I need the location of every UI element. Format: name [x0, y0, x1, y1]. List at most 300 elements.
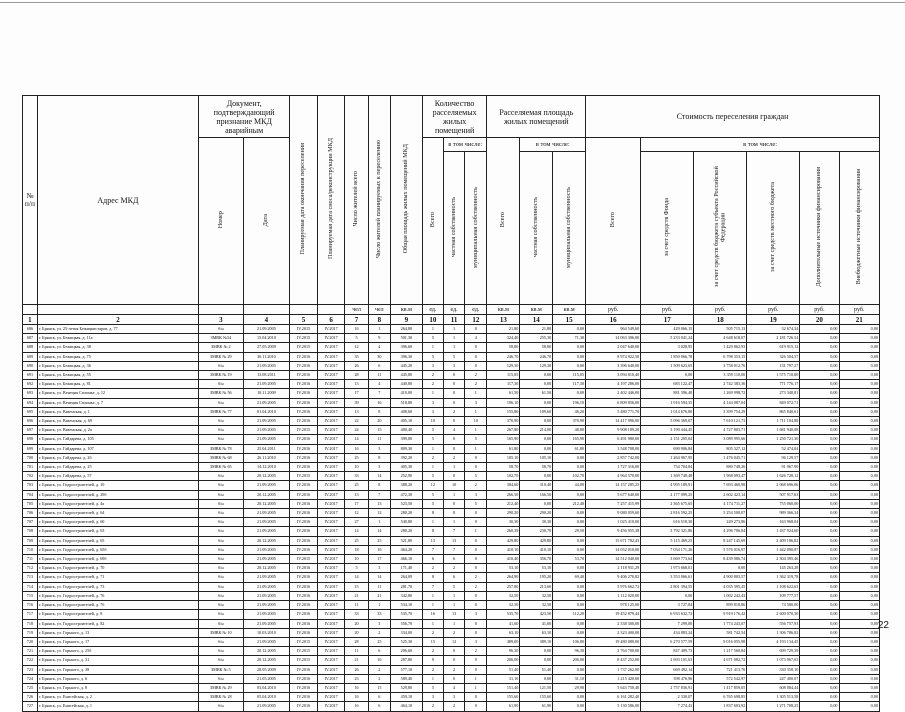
table-cell: г. Брянск, ул. Вяземская, д. 2а — [37, 426, 198, 435]
column-number: 8 — [368, 315, 390, 325]
table-cell: ЗМВК № 65 — [199, 463, 244, 472]
table-cell: 2 151 205,04 — [641, 435, 694, 444]
table-cell: IV.2017 — [317, 444, 345, 453]
table-cell: 0,00 — [839, 545, 879, 554]
header-planned-end: Планируемая дата окончания переселения — [299, 143, 307, 255]
table-cell: 0,00 — [800, 352, 839, 361]
table-cell: 9 016 055,98 — [694, 637, 747, 646]
table-cell: 2 068 696,06 — [747, 481, 800, 490]
table-cell: 21.09.2005 — [243, 380, 290, 389]
table-cell: 1 — [422, 674, 443, 683]
table-cell: г. Брянск, ул. Гидростроителей, д. 82 — [37, 619, 198, 628]
column-number: 6 — [317, 315, 345, 325]
table-cell: 1 269 998,72 — [694, 389, 747, 398]
table-row — [23, 665, 880, 674]
table-cell: IV.2016 — [290, 693, 318, 702]
table-cell: 5 — [465, 499, 487, 508]
table-cell: 719 — [23, 628, 38, 637]
table-cell: 398 476,96 — [641, 674, 694, 683]
table-cell: 01.04.2010 — [243, 407, 290, 416]
table-cell: 0,00 — [641, 371, 694, 380]
table-cell: 326 504,57 — [747, 352, 800, 361]
table-cell: 1 626 728,12 — [747, 472, 800, 481]
table-cell: 2 — [422, 564, 443, 573]
unit-cell: чел — [345, 305, 368, 315]
table-cell: 12 — [345, 343, 368, 352]
column-number: 15 — [553, 315, 586, 325]
column-number: 9 — [390, 315, 422, 325]
table-cell: 206,60 — [390, 647, 422, 656]
table-cell: 61,90 — [520, 702, 553, 711]
table-cell: г. Брянск, ул. Гидростроителей, д. 60 — [37, 518, 198, 527]
table-cell: 0,00 — [839, 472, 879, 481]
table-cell: 25 — [345, 481, 368, 490]
table-cell: 3 — [443, 361, 464, 370]
table-cell: 23 — [345, 674, 368, 683]
table-cell: IV.2017 — [317, 702, 345, 711]
table-cell: IV.2017 — [317, 352, 345, 361]
table-cell: 14 — [345, 527, 368, 536]
table-cell: 61,90 — [487, 702, 520, 711]
table-cell: 707 — [23, 518, 38, 527]
table-cell: ЗМВК № 28 — [199, 693, 244, 702]
table-cell: 0,00 — [553, 619, 586, 628]
table-cell: 246,70 — [487, 352, 520, 361]
table-cell: 720 — [23, 637, 38, 646]
header-doc-group: Документ, подтверждающий признание МКД аварийным — [199, 96, 290, 138]
table-cell: 1 — [465, 674, 487, 683]
table-cell: 106,80 — [553, 637, 586, 646]
table-cell: 21.09.2005 — [243, 702, 290, 711]
table-cell: 1 306 786,82 — [747, 628, 800, 637]
table-cell: 0,00 — [839, 398, 879, 407]
table-cell: 21.09.2005 — [243, 398, 290, 407]
table-cell: 21.09.2005 — [243, 601, 290, 610]
table-cell: 53,70 — [553, 555, 586, 564]
table-cell: 0 — [465, 352, 487, 361]
table-cell: 0,00 — [553, 693, 586, 702]
table-cell: IV.2016 — [290, 591, 318, 600]
table-cell: 0,00 — [800, 591, 839, 600]
table-cell: 5 — [422, 435, 443, 444]
table-cell: 165,90 — [553, 435, 586, 444]
table-cell: 706 — [23, 509, 38, 518]
table-cell: 16 — [368, 398, 390, 407]
table-cell: 13 — [368, 499, 390, 508]
table-cell: 3 758 012,76 — [694, 361, 747, 370]
table-cell: б/н — [199, 518, 244, 527]
table-cell: 6 798 353,15 — [694, 352, 747, 361]
table-cell: 2 602 423,14 — [694, 490, 747, 499]
table-cell: 1 002 242,43 — [694, 591, 747, 600]
table-cell: 881 396,40 — [641, 389, 694, 398]
table-cell: IV.2016 — [290, 444, 318, 453]
table-cell: 2 — [443, 665, 464, 674]
table-cell: 2 — [422, 628, 443, 637]
table-cell: 0,00 — [553, 463, 586, 472]
table-cell: 1 — [465, 527, 487, 536]
table-cell: б/н — [199, 472, 244, 481]
column-number: 21 — [839, 315, 879, 325]
table-cell: 3 190 444,45 — [641, 426, 694, 435]
table-cell: г. Брянск, ул. Гидростроителей, д. 29б — [37, 490, 198, 499]
table-cell: б/н — [199, 647, 244, 656]
table-cell: IV.2017 — [317, 481, 345, 490]
table-cell: 1 575 710,00 — [747, 371, 800, 380]
table-cell: 61,80 — [487, 444, 520, 453]
table-cell: 5 096 369,07 — [641, 417, 694, 426]
table-cell: 25 — [368, 637, 390, 646]
table-cell: IV.2016 — [290, 389, 318, 398]
table-cell: 0,00 — [800, 380, 839, 389]
table-row — [23, 601, 880, 610]
unit-cell: руб. — [800, 305, 839, 315]
table-cell: 0,00 — [553, 518, 586, 527]
table-cell: 41,60 — [520, 619, 553, 628]
table-cell: 9 456 955,38 — [586, 527, 641, 536]
table-cell: 2 — [465, 647, 487, 656]
table-cell: 0,00 — [800, 334, 839, 343]
table-cell: IV.2016 — [290, 371, 318, 380]
column-number: 11 — [443, 315, 464, 325]
table-cell: 1 215 420,00 — [586, 674, 641, 683]
table-cell: 0,00 — [800, 536, 839, 545]
table-cell: 0 — [465, 555, 487, 564]
table-cell: 0,00 — [839, 417, 879, 426]
table-cell: 16 — [345, 702, 368, 711]
header-cost-total: Всего — [608, 212, 616, 228]
table-cell: 129,30 — [487, 361, 520, 370]
table-cell: 3 — [368, 564, 390, 573]
table-cell: б/н — [199, 435, 244, 444]
table-cell: 1 509 623,65 — [641, 361, 694, 370]
table-cell: 35 — [345, 352, 368, 361]
table-cell: б/н — [199, 499, 244, 508]
table-cell: 3 028,95 — [641, 343, 694, 352]
table-cell: 697 — [23, 426, 38, 435]
table-cell: 0,00 — [553, 536, 586, 545]
table-cell: IV.2017 — [317, 610, 345, 619]
table-cell: 14 417 996,00 — [586, 417, 641, 426]
table-cell: 71,30 — [553, 334, 586, 343]
table-cell: 5 677 640,00 — [586, 490, 641, 499]
table-row — [23, 527, 880, 536]
table-cell: 0,00 — [839, 527, 879, 536]
table-cell: 0,00 — [800, 637, 839, 646]
table-cell: 10 — [345, 555, 368, 564]
table-cell: 0,00 — [800, 527, 839, 536]
table-cell: 755 060,00 — [747, 499, 800, 508]
table-cell: 0,00 — [520, 656, 553, 665]
table-cell: 7 034 171,26 — [641, 545, 694, 554]
table-cell: 28 — [345, 637, 368, 646]
table-cell: 687 — [23, 334, 38, 343]
table-cell: 0,00 — [839, 509, 879, 518]
table-cell: б/н — [199, 610, 244, 619]
table-cell: б/н — [199, 536, 244, 545]
table-cell: 0,00 — [800, 426, 839, 435]
table-cell: 608 084,44 — [747, 683, 800, 692]
table-cell: IV.2016 — [290, 509, 318, 518]
table-cell: 0,00 — [520, 444, 553, 453]
table-cell: 330 358,10 — [747, 665, 800, 674]
table-cell: 20 — [345, 628, 368, 637]
table-cell: 686 — [23, 325, 38, 334]
table-cell: 21.09.2005 — [243, 527, 290, 536]
table-cell: 16 — [345, 683, 368, 692]
table-cell: 20 — [345, 619, 368, 628]
table-cell: IV.2017 — [317, 509, 345, 518]
table-cell: IV.2017 — [317, 472, 345, 481]
table-cell: 0 — [465, 325, 487, 334]
unit-cell: ед. — [443, 305, 464, 315]
table-cell: 0,00 — [800, 564, 839, 573]
table-cell: 18 — [345, 545, 368, 554]
table-cell: 121,50 — [520, 683, 553, 692]
table-cell: 0 — [465, 702, 487, 711]
table-cell: 102,70 — [487, 472, 520, 481]
table-cell: 105,10 — [520, 453, 553, 462]
table-cell: 3 — [368, 463, 390, 472]
table-cell: 472,30 — [390, 490, 422, 499]
table-cell: 15 — [368, 426, 390, 435]
table-row — [23, 564, 880, 573]
header-total-area: Общая площадь жилых помещений МКД — [402, 144, 410, 254]
table-cell: 695 — [23, 407, 38, 416]
table-cell: 0,00 — [800, 499, 839, 508]
table-cell: 1 837 603,92 — [694, 702, 747, 711]
table-cell: 2 — [465, 371, 487, 380]
table-cell: IV.2017 — [317, 380, 345, 389]
table-cell: 20.12.2005 — [243, 536, 290, 545]
table-cell: 14 — [368, 573, 390, 582]
table-cell: 14 063 306,00 — [586, 334, 641, 343]
table-cell: IV.2017 — [317, 389, 345, 398]
table-cell: IV.2017 — [317, 426, 345, 435]
table-cell: 129,30 — [520, 361, 553, 370]
unit-cell: ед. — [465, 305, 487, 315]
table-cell: 48,80 — [553, 426, 586, 435]
table-cell: 0,00 — [839, 564, 879, 573]
table-cell: IV.2017 — [317, 343, 345, 352]
table-cell: 7 — [368, 490, 390, 499]
table-row — [23, 463, 880, 472]
table-cell: 7 — [422, 582, 443, 591]
table-cell: IV.2016 — [290, 665, 318, 674]
table-cell: 2 402 446,00 — [586, 389, 641, 398]
table-cell: 117,30 — [553, 380, 586, 389]
table-row — [23, 499, 880, 508]
table-cell: 691 — [23, 371, 38, 380]
table-cell: б/н — [199, 380, 244, 389]
table-cell: 1 774 243,07 — [694, 619, 747, 628]
table-cell: 721 413,76 — [694, 665, 747, 674]
table-cell: 10 — [443, 481, 464, 490]
table-cell: 0,00 — [800, 481, 839, 490]
unit-cell: руб. — [839, 305, 879, 315]
resettlement-table — [22, 95, 880, 712]
table-cell: 445,80 — [390, 371, 422, 380]
table-cell: 459,10 — [390, 693, 422, 702]
table-cell: 58,80 — [487, 343, 520, 352]
table-cell: 14 — [345, 435, 368, 444]
table-row — [23, 380, 880, 389]
table-cell: 280,20 — [390, 509, 422, 518]
table-cell: 21.09.2005 — [243, 509, 290, 518]
table-cell: 4 — [443, 683, 464, 692]
table-cell: 701 — [23, 463, 38, 472]
table-cell: 21.09.2005 — [243, 417, 290, 426]
column-number: 4 — [243, 315, 290, 325]
table-cell: 581 742,54 — [694, 628, 747, 637]
table-cell: 4 197 286,00 — [586, 380, 641, 389]
table-cell: 1 025 410,00 — [586, 518, 641, 527]
table-cell: 21.09.2005 — [243, 610, 290, 619]
table-cell: 7 299,00 — [641, 619, 694, 628]
table-cell: 0,00 — [839, 637, 879, 646]
table-cell: г. Брянск, ул. Енисейская, д. 1 — [37, 702, 198, 711]
table-cell: 5 — [422, 426, 443, 435]
table-cell: 396,30 — [390, 352, 422, 361]
table-cell: 727 — [23, 702, 38, 711]
table-cell: 692 — [23, 380, 38, 389]
table-cell: г. Брянск, ул. Гидростроителей, д. 4а — [37, 499, 198, 508]
table-cell: 21.09.2005 — [243, 435, 290, 444]
table-cell: 2 323 400,00 — [586, 628, 641, 637]
unit-cell: руб. — [586, 305, 641, 315]
table-cell: 1 — [368, 601, 390, 610]
table-cell: 9 908 189,20 — [586, 426, 641, 435]
table-cell: IV.2016 — [290, 380, 318, 389]
table-cell: IV.2017 — [317, 407, 345, 416]
unit-cell: кв.м — [390, 305, 422, 315]
table-cell: 1 264 967,95 — [641, 453, 694, 462]
table-cell: 0,00 — [839, 389, 879, 398]
table-cell: б/н — [199, 509, 244, 518]
table-cell: 1 — [443, 325, 464, 334]
table-cell: 5 976 662,72 — [586, 582, 641, 591]
table-row — [23, 453, 880, 462]
header-count-group: Количество расселяемых жилых помещений — [422, 96, 487, 138]
table-cell: 196,10 — [487, 398, 520, 407]
table-cell: IV.2016 — [290, 352, 318, 361]
table-cell: 0 — [443, 398, 464, 407]
table-cell: г. Брянск, ул. Гайдарева, д. 107 — [37, 444, 198, 453]
table-cell: 754 704,84 — [641, 463, 694, 472]
table-cell: 21.09.2005 — [243, 518, 290, 527]
table-cell: 370,90 — [487, 417, 520, 426]
table-cell: 8 — [368, 407, 390, 416]
header-count-total: Всего — [428, 212, 436, 228]
table-cell: ЗМВК № 2 — [199, 343, 244, 352]
table-cell: 8 — [422, 573, 443, 582]
table-cell: 281,70 — [390, 582, 422, 591]
table-cell: 8 437 252,00 — [586, 656, 641, 665]
table-cell: 0,00 — [839, 683, 879, 692]
table-cell: 0,00 — [800, 545, 839, 554]
table-cell: 1 — [422, 591, 443, 600]
table-cell: 21,80 — [520, 325, 553, 334]
table-cell: 389,10 — [520, 637, 553, 646]
table-cell: 0,00 — [520, 499, 553, 508]
table-cell: 3 396 640,00 — [586, 361, 641, 370]
table-cell: 21.09.2005 — [243, 361, 290, 370]
column-number: 5 — [290, 315, 318, 325]
table-cell: 3 — [465, 398, 487, 407]
table-cell: 5 — [422, 499, 443, 508]
table-cell: 0,00 — [839, 610, 879, 619]
table-cell: г. Брянск, ул. Гайдарева, д. 25 — [37, 463, 198, 472]
table-cell: IV.2016 — [290, 564, 318, 573]
table-cell: 15 — [345, 582, 368, 591]
table-cell: 1 476 045,71 — [694, 453, 747, 462]
table-cell: IV.2016 — [290, 490, 318, 499]
table-cell: 865 840,61 — [747, 407, 800, 416]
table-cell: 0,00 — [839, 343, 879, 352]
table-cell: 7 610 121,73 — [694, 417, 747, 426]
table-cell: 0,00 — [553, 361, 586, 370]
table-cell: 2 — [422, 380, 443, 389]
table-cell: 726 — [23, 693, 38, 702]
table-cell: IV.2017 — [317, 647, 345, 656]
table-cell: 4 — [368, 380, 390, 389]
table-cell: 556 757,93 — [747, 619, 800, 628]
table-cell: 1 — [465, 389, 487, 398]
table-cell: 115,05 — [553, 371, 586, 380]
table-cell: 0,00 — [800, 435, 839, 444]
table-cell: 1 014 676,80 — [641, 407, 694, 416]
table-cell: 13 — [345, 407, 368, 416]
table-cell: 196,10 — [553, 398, 586, 407]
table-cell: IV.2017 — [317, 527, 345, 536]
table-cell: 540,80 — [390, 518, 422, 527]
table-cell: 1 271 708,25 — [747, 702, 800, 711]
table-row — [23, 426, 880, 435]
table-cell: 21.09.2005 — [243, 555, 290, 564]
table-cell: 6 270 577,59 — [641, 637, 694, 646]
table-cell: 1 362 319,78 — [747, 573, 800, 582]
table-cell: 17 — [345, 499, 368, 508]
table-cell: б/н — [199, 490, 244, 499]
table-row — [23, 582, 880, 591]
table-cell: IV.2017 — [317, 545, 345, 554]
table-cell: 165,90 — [487, 435, 520, 444]
table-cell: 280,20 — [390, 527, 422, 536]
table-cell: 14 — [368, 527, 390, 536]
table-cell: IV.2016 — [290, 435, 318, 444]
table-row — [23, 637, 880, 646]
table-cell: 3 727,84 — [641, 601, 694, 610]
table-cell: 20.12.2005 — [243, 472, 290, 481]
table-cell: 0 — [465, 343, 487, 352]
table-cell: 501,30 — [390, 334, 422, 343]
table-cell: 155,80 — [487, 407, 520, 416]
table-row — [23, 444, 880, 453]
table-cell: 6 — [422, 555, 443, 564]
table-cell: IV.2017 — [317, 463, 345, 472]
table-cell: 1 112 020,00 — [586, 591, 641, 600]
table-cell: 690 906,84 — [641, 444, 694, 453]
table-cell: 589,40 — [390, 674, 422, 683]
table-cell: 710 — [23, 545, 38, 554]
table-cell: 14 157 285,25 — [586, 481, 641, 490]
table-cell: 0,00 — [553, 628, 586, 637]
table-cell: г. Брянск, ул. Гидростроителей, д. 69б — [37, 555, 198, 564]
table-cell: 11 — [368, 435, 390, 444]
table-cell: 96 129,57 — [747, 453, 800, 462]
table-cell: 15 — [368, 683, 390, 692]
table-cell: 255,30 — [520, 334, 553, 343]
